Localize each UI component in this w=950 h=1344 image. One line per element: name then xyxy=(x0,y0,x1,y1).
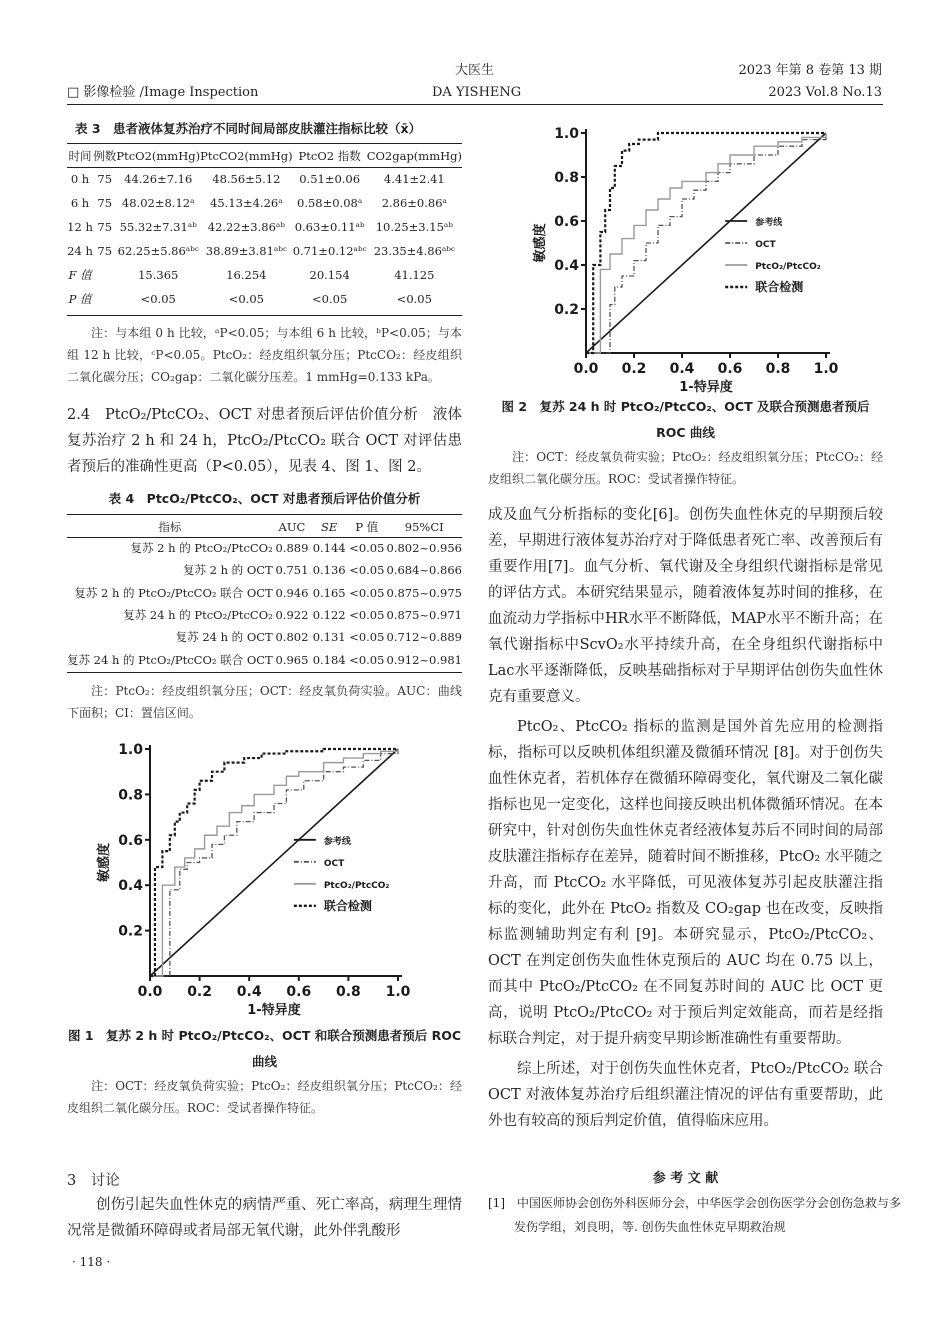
table-cell: 0.131 xyxy=(312,630,346,645)
y-tick-label: 0.2 xyxy=(118,923,143,940)
figure1-note: 注：OCT：经皮氧负荷实验；PtcO₂：经皮组织氧分压；PtcCO₂：经皮组织二氧化碳分压。ROC：受试者操作特征。 xyxy=(67,1079,462,1115)
issue-cn: 2023 年第 8 卷第 13 期 xyxy=(738,63,882,78)
table3-note: 注：与本组 0 h 比较，ᵃP<0.05；与本组 6 h 比较，ᵇP<0.05；与本组 12 h 比较，ᶜP<0.05。PtcO₂：经皮组织氧分压；PtcCO₂：经皮组织二氧化碳分压；CO₂gap：二氧化碳分压差。1 mmHg=0.133 kPa。 xyxy=(67,326,462,384)
table-row xyxy=(67,582,462,604)
table-cell: 12 h xyxy=(67,220,93,234)
table3-header: PtcCO2(mmHg) xyxy=(200,149,293,163)
table-cell: 41.125 xyxy=(394,268,435,282)
x-tick-label: 0.6 xyxy=(717,361,743,377)
table4-header: SE xyxy=(321,519,338,534)
table4-note: 注：PtcO₂：经皮组织氧分压；OCT：经皮氧负荷实验。AUC：曲线下面积；CI：置信区间。 xyxy=(67,684,462,720)
table-cell: 0.912~0.981 xyxy=(386,652,462,667)
table3 xyxy=(67,145,462,311)
legend-label: 参考线 xyxy=(323,836,351,847)
table-cell: 55.32±7.31ᵃᵇ xyxy=(119,220,197,234)
table-cell: 0.184 xyxy=(312,652,346,667)
table-cell: 复苏 24 h 的 PtcO₂/PtcCO₂ 联合 OCT xyxy=(67,652,273,667)
table-cell: <0.05 xyxy=(349,608,385,623)
legend-label: 联合检测 xyxy=(755,280,804,294)
x-tick-label: 0.0 xyxy=(137,984,163,1000)
table-row xyxy=(67,287,462,311)
table-cell: F 值 xyxy=(68,268,92,282)
table3-header: PtcO2(mmHg) xyxy=(116,149,201,163)
y-axis-label: 敏感度 xyxy=(97,842,112,883)
references-heading: 参 考 文 献 xyxy=(652,1171,719,1186)
table4-header: P 值 xyxy=(355,519,379,534)
y-tick-label: 0.8 xyxy=(118,787,143,804)
table-cell: 0.51±0.06 xyxy=(299,172,361,186)
table-cell: 0.712~0.889 xyxy=(386,630,462,645)
x-axis-label: 1-特异度 xyxy=(247,1003,301,1018)
y-tick-label: 1.0 xyxy=(554,126,579,142)
table-cell: 0.965 xyxy=(275,652,309,667)
table-cell: 复苏 2 h 的 OCT xyxy=(182,563,273,578)
table-row xyxy=(67,191,462,215)
x-tick-label: 0.2 xyxy=(621,361,647,377)
table-row xyxy=(67,604,462,626)
legend-label: OCT xyxy=(755,240,776,250)
table-cell: 23.35±4.86ᵃᵇᶜ xyxy=(373,244,455,258)
table-cell: 45.13±4.26ᵃ xyxy=(210,196,283,210)
table-cell xyxy=(93,287,116,311)
discussion-heading: 3 讨论 xyxy=(67,1173,120,1189)
table-cell: <0.05 xyxy=(349,630,385,645)
table-cell: <0.05 xyxy=(349,652,385,667)
x-tick-label: 1.0 xyxy=(813,361,839,377)
table4-caption: 表 4 PtcO₂/PtcCO₂、OCT 对患者预后评估价值分析 xyxy=(108,491,421,506)
table-cell: 0.684~0.866 xyxy=(386,563,462,578)
legend-label: PtcO₂/PtcCO₂ xyxy=(323,880,390,891)
table-cell: 38.89±3.81ᵃᵇᶜ xyxy=(205,244,287,258)
table-cell: 20.154 xyxy=(309,268,350,282)
table-cell: 0.946 xyxy=(275,585,309,600)
table-cell: 0.144 xyxy=(312,541,346,556)
table-cell: 0.922 xyxy=(275,608,309,623)
table-cell: 复苏 24 h 的 OCT xyxy=(175,630,273,645)
right-column-text xyxy=(488,502,883,1134)
table3-header: CO2gap(mmHg) xyxy=(366,149,462,163)
table-cell: 75 xyxy=(97,172,113,186)
table-cell: 0.875~0.975 xyxy=(386,585,462,600)
table-cell: <0.05 xyxy=(396,292,432,306)
issue-en: 2023 Vol.8 No.13 xyxy=(768,85,882,100)
table-cell: 6 h xyxy=(70,196,90,210)
x-tick-label: 1.0 xyxy=(385,984,411,1000)
figure1-roc-chart xyxy=(97,735,430,1018)
table-cell: 0.875~0.971 xyxy=(386,608,462,623)
table-cell: 44.26±7.16 xyxy=(124,172,193,186)
table-cell: 62.25±5.86ᵃᵇᶜ xyxy=(117,244,199,258)
reference-item: [1] 中国医师协会创伤外科医师分会，中华医学会创伤医学分会创伤急救与多发伤学组，刘良明，等. 创伤失血性休克早期救治规 xyxy=(488,1196,902,1234)
x-tick-label: 0.8 xyxy=(335,984,361,1000)
table4 xyxy=(67,516,462,671)
table-cell: 复苏 2 h 的 PtcO₂/PtcCO₂ 联合 OCT xyxy=(74,585,273,600)
table-cell: 0.751 xyxy=(275,563,309,578)
table-cell: 0.136 xyxy=(312,563,346,578)
table-cell: 0 h xyxy=(70,172,90,186)
table-cell: 75 xyxy=(97,220,113,234)
table-cell: 48.56±5.12 xyxy=(212,172,281,186)
legend-label: OCT xyxy=(323,858,345,869)
table-cell: 0.802 xyxy=(275,630,309,645)
table-cell: 0.802~0.956 xyxy=(386,541,462,556)
table-cell: 2.86±0.86ᵃ xyxy=(381,196,447,210)
table-cell: 复苏 24 h 的 PtcO₂/PtcCO₂ xyxy=(123,608,273,623)
table-row xyxy=(67,263,462,287)
table-row xyxy=(67,648,462,670)
table-row xyxy=(67,626,462,648)
x-tick-label: 0.2 xyxy=(187,984,213,1000)
table4-header: AUC xyxy=(278,519,306,534)
x-tick-label: 0.4 xyxy=(669,361,695,377)
header-rule xyxy=(67,104,883,105)
table4-header: 指标 xyxy=(158,519,182,534)
table-row xyxy=(67,239,462,263)
table-cell: 75 xyxy=(97,196,113,210)
table3-header: 例数 xyxy=(93,149,117,163)
y-tick-label: 0.6 xyxy=(118,832,143,849)
table-cell: <0.05 xyxy=(312,292,348,306)
table-cell: 75 xyxy=(97,244,113,258)
table3-caption: 表 3 患者液体复苏治疗不同时间局部皮肤灌注指标比较（x̄） xyxy=(75,121,422,136)
figure2-note: 注：OCT：经皮氧负荷实验；PtcO₂：经皮组织氧分压；PtcCO₂：经皮组织二氧化碳分压。ROC：受试者操作特征。 xyxy=(488,450,883,486)
x-tick-label: 0.8 xyxy=(765,361,791,377)
table4-header: 95%CI xyxy=(404,519,444,534)
y-tick-label: 0.4 xyxy=(118,878,143,895)
table-cell: <0.05 xyxy=(349,585,385,600)
y-tick-label: 0.2 xyxy=(554,302,579,318)
x-tick-label: 0.0 xyxy=(573,361,599,377)
x-tick-label: 0.4 xyxy=(236,984,262,1000)
legend-label: PtcO₂/PtcCO₂ xyxy=(755,262,821,272)
table-cell: 0.889 xyxy=(275,541,309,556)
table-cell: 0.122 xyxy=(312,608,346,623)
table3-header: 时间 xyxy=(68,149,92,163)
table-cell: 复苏 2 h 的 PtcO₂/PtcCO₂ xyxy=(130,541,273,556)
paragraph: PtcO₂、PtcCO₂ 指标的监测是国外首先应用的检测指标，指标可以反映机体组织灌及微循环情况 [8]。对于创伤失血性休克者，若机体存在微循环障碍变化，氧代谢及二氧化碳指标也见一定变化，这样也间接反映出机体微循环情况。在本研究中，针对创伤失血性休克者经液体复苏后不同时间的局部皮肤灌注指标存在差异，随着时间不断推移，PtcO₂ 水平随之升高，而 PtcCO₂ 水平降低，可见液体复苏引起皮肤灌注指标的变化，此外在 PtcO₂ 指数及 CO₂gap 也在改变，反映指标监测辅助判定有利 [9]。本研究显示，PtcO₂/PtcCO₂、OCT 在判定创伤失血性休克预后的 AUC 均在 0.75 以上，而其中 PtcO₂/PtcCO₂ 在不同复苏时间的 AUC 比 OCT 更高，说明 PtcO₂/PtcCO₂ 对于预后判定效能高，而若是经指标联合判定，对于提升病变早期诊断准确性有重要帮助。 xyxy=(488,719,883,1047)
x-axis-label: 1-特异度 xyxy=(679,380,733,395)
section-2-4: 2.4 PtcO₂/PtcCO₂、OCT 对患者预后评估价值分析 液体复苏治疗 2 h 和 24 h，PtcO₂/PtcCO₂ 联合 OCT 对评估患者预后的准确性更高（P<0.05），见表 4、图 1、图 2。 xyxy=(67,407,462,475)
table-cell: 16.254 xyxy=(226,268,267,282)
discussion-text: 创伤引起失血性休克的病情严重、死亡率高，病理生理情况常是微循环障碍或者局部无氧代谢，此外伴乳酸形 xyxy=(67,1197,462,1239)
table-cell: 0.58±0.08ᵃ xyxy=(297,196,363,210)
table-row xyxy=(67,167,462,191)
figure1-caption: 图 1 复苏 2 h 时 PtcO₂/PtcCO₂、OCT 和联合预测患者预后 ROC 曲线 xyxy=(67,1028,462,1069)
y-axis-label: 敏感度 xyxy=(533,223,548,263)
y-tick-label: 0.8 xyxy=(554,170,579,186)
table-cell: <0.05 xyxy=(140,292,176,306)
table-cell: 0.165 xyxy=(312,585,346,600)
journal-title-cn: 大医生 xyxy=(455,63,495,78)
table-row xyxy=(67,559,462,581)
table-cell: 4.41±2.41 xyxy=(383,172,445,186)
figure2-roc-chart xyxy=(532,117,862,395)
page-number: · 118 · xyxy=(72,1255,111,1269)
journal-title-en: DA YISHENG xyxy=(432,85,522,100)
table-row xyxy=(67,215,462,239)
table-cell: 15.365 xyxy=(138,268,179,282)
x-tick-label: 0.6 xyxy=(286,984,312,1000)
table-cell xyxy=(93,263,116,287)
table-cell: P 值 xyxy=(68,292,92,306)
table-row xyxy=(67,537,462,559)
table-cell: 42.22±3.86ᵃᵇ xyxy=(207,220,285,234)
paragraph: 成及血气分析指标的变化[6]。创伤失血性休克的早期预后较差，早期进行液体复苏治疗对于降低患者死亡率、改善预后有重要作用[7]。血气分析、氧代谢及全身组织代谢指标是常见的评估方式。本研究结果显示，随着液体复苏时间的推移，在血流动力学指标中HR水平不断降低，MAP水平不断升高；在氧代谢指标中ScvO₂水平持续升高，在全身组织代谢指标中Lac水平逐渐降低，反映基础指标对于早期评估创伤失血性休克有重要意义。 xyxy=(488,507,883,705)
legend-label: 联合检测 xyxy=(323,898,372,913)
legend-label: 参考线 xyxy=(755,218,783,228)
y-tick-label: 1.0 xyxy=(118,742,143,758)
table-cell: <0.05 xyxy=(228,292,264,306)
y-tick-label: 0.6 xyxy=(554,214,579,230)
table-cell: 48.02±8.12ᵃ xyxy=(121,196,195,210)
figure2-caption: 图 2 复苏 24 h 时 PtcO₂/PtcCO₂、OCT 及联合预测患者预后 ROC 曲线 xyxy=(501,399,870,440)
table-cell: 0.71±0.12ᵃᵇᶜ xyxy=(292,244,367,258)
section-label: □ 影像检验 /Image Inspection xyxy=(67,85,259,100)
table-cell: 0.63±0.11ᵃᵇ xyxy=(294,220,365,234)
table-cell: 24 h xyxy=(67,244,93,258)
table3-header: PtcO2 指数 xyxy=(298,149,361,163)
table-cell: <0.05 xyxy=(349,541,385,556)
y-tick-label: 0.4 xyxy=(554,258,579,274)
table-cell: <0.05 xyxy=(349,563,385,578)
table-cell: 10.25±3.15ᵃᵇ xyxy=(375,220,453,234)
paragraph: 综上所述，对于创伤失血性休克者，PtcO₂/PtcCO₂ 联合 OCT 对液体复苏治疗后组织灌注情况的评估有重要帮助，此外也有较高的预后判定价值，值得临床应用。 xyxy=(488,1061,883,1129)
